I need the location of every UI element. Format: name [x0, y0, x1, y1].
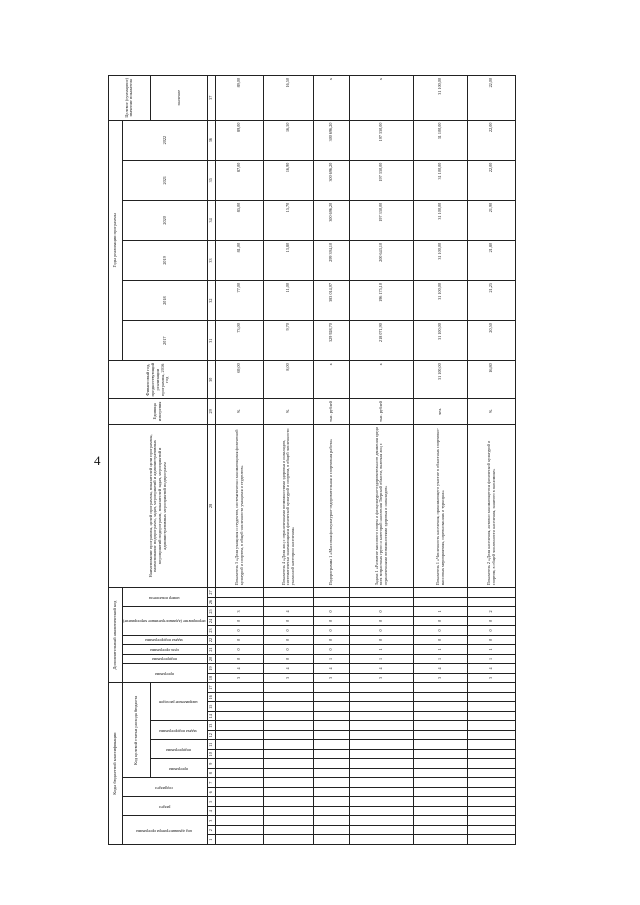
- base-year-header: Финансовый год, предшествующий реализации программы, 2016 год: [109, 361, 208, 399]
- col-num: 18: [208, 673, 216, 683]
- code-cell: [264, 788, 314, 798]
- code-cell: 2: [468, 607, 516, 617]
- code-cell: [314, 740, 350, 750]
- col-num: 15: [208, 702, 216, 712]
- col-num: 27: [208, 588, 216, 598]
- code-cell: [264, 683, 314, 693]
- row-year-value: 200 643,10: [350, 240, 414, 280]
- code-cell: [350, 797, 414, 807]
- code-cell: [314, 807, 350, 817]
- row-year-value: 16,50: [264, 120, 314, 160]
- col-num: 3: [208, 816, 216, 826]
- code-cell: [350, 740, 414, 750]
- code-cell: [414, 702, 468, 712]
- name-column-header: Наименование программы, целей программы, показателей цели программы, наименование подпрограмм, задач, мероприятий и административных мероприятий подпрограмм, показателей задач, мероприятий и административных мероприятий подпрограмм: [109, 424, 208, 588]
- code-cell: 4: [314, 664, 350, 674]
- code-cell: [468, 816, 516, 826]
- code-cell: [350, 731, 414, 741]
- code-cell: [468, 778, 516, 788]
- code-cell: [350, 826, 414, 836]
- section-header: раздел: [123, 797, 208, 816]
- table-row: [468, 76, 516, 845]
- code-cell: [216, 826, 264, 836]
- code-cell: 0: [350, 616, 414, 626]
- rotated-table-area: [108, 75, 496, 845]
- a-indicator-number-header: номер показателя: [123, 588, 208, 607]
- code-cell: 3: [414, 673, 468, 683]
- a-subprogram-task-header: задача подпрограммы: [123, 635, 208, 645]
- code-cell: [468, 788, 516, 798]
- code-cell: 1: [314, 654, 350, 664]
- code-cell: [350, 702, 414, 712]
- admin-code-header: код администратора программы: [123, 816, 208, 845]
- col-num: 24: [208, 616, 216, 626]
- row-year-value: 197 330,00: [350, 200, 414, 240]
- code-cell: [468, 683, 516, 693]
- row-year-value: 73,00: [216, 321, 264, 361]
- row-year-value: 383 014,97: [314, 281, 350, 321]
- code-cell: 0: [350, 626, 414, 636]
- code-cell: [414, 807, 468, 817]
- code-cell: [264, 693, 314, 703]
- subprogram-task-code-header: задача подпрограммы: [150, 721, 208, 740]
- row-year-value: 31 100,00: [414, 120, 468, 160]
- code-cell: 0: [216, 635, 264, 645]
- code-cell: [414, 712, 468, 722]
- code-cell: [216, 759, 264, 769]
- code-cell: [350, 693, 414, 703]
- row-year-value: 31 100,00: [414, 160, 468, 200]
- code-cell: [314, 816, 350, 826]
- rotated-table: [108, 75, 496, 845]
- col-num: 20: [208, 654, 216, 664]
- col-num: 8: [208, 769, 216, 779]
- target-expense-header: Код целевой статьи расхода бюджета: [123, 683, 151, 778]
- code-cell: 4: [264, 607, 314, 617]
- row-unit: тыс. рублей: [314, 399, 350, 424]
- col-num: 22: [208, 635, 216, 645]
- code-cell: 0: [350, 607, 414, 617]
- code-cell: [264, 826, 314, 836]
- row-name: Задача 1 «Развитие массового спорта и физкультурно-оздоровительного движения среди всех возрастных групп и категорий населения Тверской области, включая лиц с ограниченными возможностями здоровья и инвалидов»: [350, 424, 414, 588]
- row-name: Показатель 3 «Доля учащихся и студентов, систематически занимающихся физической культурой и спортом, в общей численности учащихся и студентов»: [216, 424, 264, 588]
- row-year-value: 31 100,00: [414, 200, 468, 240]
- row-name: Показатель 4 «Доля лиц с ограниченными возможностями здоровья и инвалидов, систематически занимающихся физической культурой и спортом, в общей численности указанной категории населения»: [264, 424, 314, 588]
- code-cell: [468, 702, 516, 712]
- row-year-value: 21,25: [468, 281, 516, 321]
- code-cell: 0: [314, 635, 350, 645]
- row-year-value: 300 696,20: [314, 120, 350, 160]
- code-cell: [216, 721, 264, 731]
- code-cell: 0: [264, 635, 314, 645]
- col-num: 10: [208, 750, 216, 760]
- col-num: 36: [208, 120, 216, 160]
- code-cell: 1: [468, 654, 516, 664]
- code-cell: [414, 759, 468, 769]
- row-year-value: 21,90: [468, 200, 516, 240]
- code-cell: [216, 769, 264, 779]
- subsection-header: подраздел: [123, 778, 208, 797]
- code-cell: [216, 597, 264, 607]
- code-cell: [314, 597, 350, 607]
- col-num: 29: [208, 399, 216, 424]
- code-cell: [314, 588, 350, 598]
- col-num: 4: [208, 807, 216, 817]
- col-num: 25: [208, 607, 216, 617]
- code-cell: 3: [216, 607, 264, 617]
- code-cell: [264, 769, 314, 779]
- row-name: Показатель 2 «Доля населения, активно занимающегося физической культурой и спортом, в общей численности населения, занятого в экономике»: [468, 424, 516, 588]
- code-cell: [350, 816, 414, 826]
- code-cell: [314, 826, 350, 836]
- code-cell: [314, 769, 350, 779]
- row-target-value: 16,50: [264, 76, 314, 121]
- code-cell: [350, 807, 414, 817]
- code-cell: [414, 826, 468, 836]
- code-cell: [468, 712, 516, 722]
- code-cell: 0: [216, 645, 264, 655]
- code-cell: 4: [468, 664, 516, 674]
- code-cell: 0: [468, 626, 516, 636]
- row-year-value: 87,00: [216, 160, 264, 200]
- code-cell: [414, 597, 468, 607]
- code-cell: [414, 731, 468, 741]
- row-unit: %: [264, 399, 314, 424]
- row-target-value: 89,00: [216, 76, 264, 121]
- code-cell: 0: [414, 616, 468, 626]
- row-year-value: 15,70: [264, 200, 314, 240]
- code-cell: 3: [468, 673, 516, 683]
- code-cell: [264, 750, 314, 760]
- code-cell: 0: [314, 645, 350, 655]
- code-cell: [468, 693, 516, 703]
- code-cell: [216, 683, 264, 693]
- row-year-value: 329 928,70: [314, 321, 350, 361]
- row-base-value: 69,00: [216, 361, 264, 399]
- table-row: [216, 76, 264, 845]
- year-2022-header: 2022: [123, 120, 208, 160]
- code-cell: 1: [414, 607, 468, 617]
- code-cell: [468, 807, 516, 817]
- col-num: 2: [208, 826, 216, 836]
- code-cell: 1: [350, 654, 414, 664]
- col-num: 21: [208, 645, 216, 655]
- row-unit: %: [468, 399, 516, 424]
- col-num: 1: [208, 835, 216, 845]
- code-cell: [350, 712, 414, 722]
- code-cell: [314, 835, 350, 845]
- code-cell: 3: [314, 673, 350, 683]
- col-num: 30: [208, 361, 216, 399]
- row-year-value: 300 696,20: [314, 160, 350, 200]
- code-cell: 0: [468, 635, 516, 645]
- code-cell: [216, 797, 264, 807]
- row-year-value: 22,00: [468, 120, 516, 160]
- code-cell: [264, 702, 314, 712]
- code-cell: [414, 788, 468, 798]
- code-cell: 4: [264, 664, 314, 674]
- code-cell: [314, 693, 350, 703]
- col-num: 16: [208, 693, 216, 703]
- code-cell: [264, 807, 314, 817]
- code-cell: [468, 740, 516, 750]
- code-cell: [468, 721, 516, 731]
- col-num: 37: [208, 76, 216, 121]
- code-cell: [414, 721, 468, 731]
- row-target-value: 31 100,00: [414, 76, 468, 121]
- code-cell: [414, 835, 468, 845]
- code-cell: [468, 769, 516, 779]
- code-cell: 4: [414, 664, 468, 674]
- code-cell: [350, 597, 414, 607]
- code-cell: [314, 797, 350, 807]
- row-year-value: 11,00: [264, 281, 314, 321]
- a-subprogram-header: подпрограмма: [123, 654, 208, 664]
- col-num: 31: [208, 321, 216, 361]
- code-cell: [264, 816, 314, 826]
- code-cell: [350, 759, 414, 769]
- code-cell: 0: [264, 626, 314, 636]
- code-cell: [350, 769, 414, 779]
- code-cell: [216, 693, 264, 703]
- row-target-value: x: [350, 76, 414, 121]
- a-measure-header: мероприятие (административное мероприятие): [123, 607, 208, 636]
- code-cell: [216, 816, 264, 826]
- target-value-label: значение: [150, 76, 208, 121]
- table-row: [414, 76, 468, 845]
- code-cell: [264, 721, 314, 731]
- col-num: 6: [208, 788, 216, 798]
- code-cell: [314, 702, 350, 712]
- code-cell: [414, 693, 468, 703]
- row-year-value: 20,50: [468, 321, 516, 361]
- code-cell: [468, 588, 516, 598]
- table-row: [314, 76, 350, 845]
- code-cell: 3: [350, 673, 414, 683]
- code-cell: [264, 740, 314, 750]
- a-program-goal-header: цель программы: [123, 645, 208, 655]
- code-cell: [216, 712, 264, 722]
- code-cell: [414, 740, 468, 750]
- code-cell: [414, 588, 468, 598]
- code-cell: [314, 731, 350, 741]
- expense-direction-header: направление расходов: [150, 683, 208, 721]
- code-cell: [468, 826, 516, 836]
- code-cell: [216, 588, 264, 598]
- row-year-value: 13,80: [264, 240, 314, 280]
- code-cell: [414, 797, 468, 807]
- col-num: 23: [208, 626, 216, 636]
- code-cell: [314, 759, 350, 769]
- header-row-1: [109, 76, 123, 845]
- code-cell: 4: [350, 664, 414, 674]
- code-cell: 0: [264, 654, 314, 664]
- code-cell: 4: [216, 664, 264, 674]
- code-cell: 0: [314, 616, 350, 626]
- target-value-header: Целевое (суммарное) значение показателя: [109, 76, 151, 121]
- row-year-value: 85,00: [216, 200, 264, 240]
- code-cell: [468, 797, 516, 807]
- code-cell: 1: [414, 654, 468, 664]
- col-num: 14: [208, 712, 216, 722]
- code-cell: 0: [314, 626, 350, 636]
- code-cell: [468, 835, 516, 845]
- row-year-value: 299 394,10: [314, 240, 350, 280]
- code-cell: [216, 740, 264, 750]
- row-year-value: 197 330,00: [350, 120, 414, 160]
- table-row: [350, 76, 414, 845]
- code-cell: [264, 835, 314, 845]
- col-num: 7: [208, 778, 216, 788]
- page-number: 4: [94, 453, 101, 468]
- code-cell: [314, 712, 350, 722]
- code-cell: 0: [350, 635, 414, 645]
- code-cell: 0: [264, 645, 314, 655]
- code-cell: [216, 702, 264, 712]
- code-cell: 3: [264, 673, 314, 683]
- code-cell: [216, 731, 264, 741]
- code-cell: 0: [216, 654, 264, 664]
- code-cell: 0: [264, 616, 314, 626]
- code-cell: [414, 778, 468, 788]
- code-cell: [468, 731, 516, 741]
- code-cell: 0: [216, 626, 264, 636]
- code-cell: [264, 797, 314, 807]
- code-cell: [264, 759, 314, 769]
- row-year-value: 31 100,00: [414, 321, 468, 361]
- years-header: Годы реализации программы: [109, 120, 123, 361]
- row-base-value: 31 100,00: [414, 361, 468, 399]
- code-cell: [468, 597, 516, 607]
- row-year-value: 77,00: [216, 281, 264, 321]
- analytical-code-header: Дополнительный аналитический код: [109, 588, 123, 683]
- row-year-value: 218 071,90: [350, 321, 414, 361]
- code-cell: [350, 750, 414, 760]
- col-num: 19: [208, 664, 216, 674]
- code-cell: [264, 712, 314, 722]
- col-num: 11: [208, 740, 216, 750]
- code-cell: [468, 759, 516, 769]
- program-code-header: программа: [150, 759, 208, 778]
- code-cell: 3: [216, 673, 264, 683]
- row-unit: тыс. рублей: [350, 399, 414, 424]
- col-num: 34: [208, 200, 216, 240]
- code-cell: [350, 778, 414, 788]
- row-target-value: 22,00: [468, 76, 516, 121]
- row-year-value: 197 330,00: [350, 160, 414, 200]
- col-num: 28: [208, 424, 216, 588]
- row-year-value: 16,90: [264, 160, 314, 200]
- code-cell: [314, 788, 350, 798]
- row-year-value: 300 696,20: [314, 200, 350, 240]
- row-year-value: 31 100,00: [414, 240, 468, 280]
- code-cell: [314, 721, 350, 731]
- code-cell: [350, 788, 414, 798]
- code-cell: [216, 750, 264, 760]
- year-2019-header: 2019: [123, 240, 208, 280]
- col-num: 13: [208, 721, 216, 731]
- row-year-value: 31 100,00: [414, 281, 468, 321]
- code-cell: [350, 683, 414, 693]
- col-num: 9: [208, 759, 216, 769]
- code-cell: [468, 750, 516, 760]
- unit-header: Единица измерения: [109, 399, 208, 424]
- row-year-value: 9,70: [264, 321, 314, 361]
- year-2018-header: 2018: [123, 281, 208, 321]
- code-cell: [414, 683, 468, 693]
- col-num: 5: [208, 797, 216, 807]
- year-2017-header: 2017: [123, 321, 208, 361]
- column-number-row: [208, 76, 216, 845]
- code-cell: 0: [414, 626, 468, 636]
- code-cell: [350, 835, 414, 845]
- col-num: 32: [208, 281, 216, 321]
- col-num: 26: [208, 597, 216, 607]
- row-year-value: 89,00: [216, 120, 264, 160]
- budget-codes-header: Коды бюджетной классификации: [109, 683, 123, 845]
- code-cell: [314, 750, 350, 760]
- year-2020-header: 2020: [123, 200, 208, 240]
- col-num: 12: [208, 731, 216, 741]
- row-name: Подпрограмма 1 «Массовая физкультурно-оздоровительная и спортивная работа»: [314, 424, 350, 588]
- code-cell: [314, 683, 350, 693]
- row-unit: %: [216, 399, 264, 424]
- row-name: Показатель 1 «Численность населения, принимающего участие в областных спортивно-массовых мероприятиях, соревнованиях и турнирах»: [414, 424, 468, 588]
- row-unit: чел.: [414, 399, 468, 424]
- row-year-value: 196 175,10: [350, 281, 414, 321]
- row-year-value: 22,00: [468, 160, 516, 200]
- code-cell: [216, 778, 264, 788]
- code-cell: [350, 721, 414, 731]
- code-cell: [216, 807, 264, 817]
- row-year-value: 21,80: [468, 240, 516, 280]
- code-cell: [216, 788, 264, 798]
- col-num: 17: [208, 683, 216, 693]
- table-row: [264, 76, 314, 845]
- code-cell: 0: [216, 616, 264, 626]
- row-base-value: x: [314, 361, 350, 399]
- code-cell: [350, 588, 414, 598]
- code-cell: 1: [414, 645, 468, 655]
- row-base-value: 8,00: [264, 361, 314, 399]
- row-base-value: 16,80: [468, 361, 516, 399]
- a-program-header: программа: [123, 664, 208, 683]
- row-year-value: 81,00: [216, 240, 264, 280]
- row-base-value: x: [350, 361, 414, 399]
- code-cell: [414, 750, 468, 760]
- col-num: 33: [208, 240, 216, 280]
- year-2021-header: 2021: [123, 160, 208, 200]
- subprogram-code-header: подпрограмма: [150, 740, 208, 759]
- code-cell: [264, 597, 314, 607]
- code-cell: [414, 769, 468, 779]
- col-num: 35: [208, 160, 216, 200]
- code-cell: [216, 835, 264, 845]
- code-cell: [314, 778, 350, 788]
- code-cell: 0: [414, 635, 468, 645]
- code-cell: 0: [314, 607, 350, 617]
- code-cell: [264, 588, 314, 598]
- code-cell: 1: [468, 645, 516, 655]
- code-cell: [264, 731, 314, 741]
- code-cell: 1: [350, 645, 414, 655]
- code-cell: 0: [468, 616, 516, 626]
- code-cell: [414, 816, 468, 826]
- program-table: [108, 75, 516, 845]
- row-target-value: x: [314, 76, 350, 121]
- code-cell: [264, 778, 314, 788]
